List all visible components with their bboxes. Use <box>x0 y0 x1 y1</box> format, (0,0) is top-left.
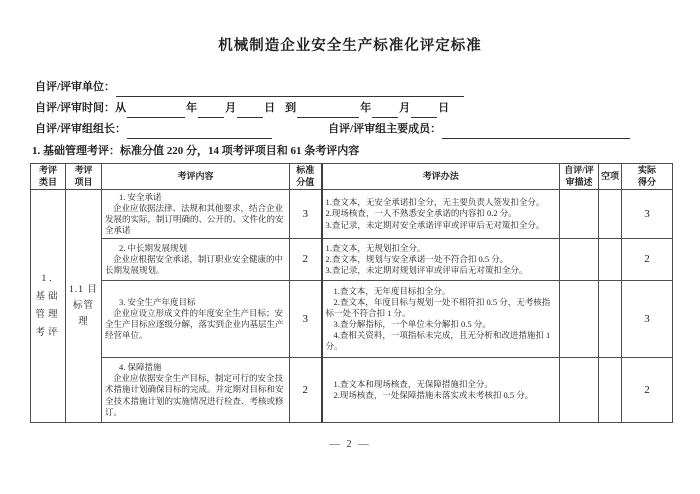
method-item: 1.查文本和现场核查，无保障措施扣全分。 <box>333 378 493 389</box>
content-title: 2. 中长期发展规划 <box>119 242 188 253</box>
unit-label: 自评/评审单位： <box>35 81 116 93</box>
content-cell <box>102 239 290 281</box>
col-header-actual-score: 实际得分 <box>622 164 673 190</box>
standard-score-cell: 3 <box>290 281 322 358</box>
actual-score-cell: 2 <box>622 239 673 281</box>
col-header-method: 考评办法 <box>322 164 560 190</box>
blank-item-cell <box>599 281 622 358</box>
method-item: 1.查文本，无安全承诺扣全分，无主要负责人签发扣全分。 <box>325 197 545 208</box>
page-number: — 2 — <box>329 439 371 450</box>
to-month-blank <box>372 103 398 118</box>
content-body: 企业应根据安全承诺，制订职业安全健康的中长期发展规划。 <box>105 253 284 276</box>
from-day-blank <box>237 103 263 118</box>
members-blank-line <box>442 124 630 139</box>
to-label: 到 <box>285 102 297 114</box>
from-month-blank <box>198 103 224 118</box>
content-title: 3. 安全生产年度目标 <box>119 296 196 307</box>
table-header-row <box>31 164 673 190</box>
method-cell <box>322 281 560 358</box>
content-cell <box>102 358 290 423</box>
self-review-desc-cell <box>560 190 599 239</box>
col-header-project: 考评项目 <box>66 164 102 190</box>
method-item: 3.查分解指标，一个单位未分解扣 0.5 分。 <box>333 319 491 329</box>
table-row <box>31 358 673 423</box>
method-item: 2.现场核查，一处保障措施未落实或未考核扣 0.5 分。 <box>333 390 534 400</box>
content-body: 企业应依据法律、法规和其他要求，结合企业发展的实际，制订明确的、公开的、文件化的安全承诺 <box>105 202 284 236</box>
day-label: 日 <box>438 102 450 114</box>
evaluation-table <box>30 163 673 423</box>
method-item: 3.查记录，未定期对安全承诺评审或评审后无对策扣全分。 <box>325 219 545 230</box>
table-row <box>31 281 673 358</box>
col-header-category: 考评类目 <box>31 164 66 190</box>
col-header-content: 考评内容 <box>102 164 290 190</box>
from-year-blank <box>127 103 185 118</box>
actual-score-cell: 3 <box>622 190 673 239</box>
col-header-standard-score: 标准分值 <box>290 164 322 190</box>
leader-label: 自评/评审组组长： <box>35 123 127 135</box>
year-label: 年 <box>360 102 372 114</box>
standard-score-cell: 2 <box>290 358 322 423</box>
method-item: 1.查文本，无年度目标扣全分。 <box>333 285 451 296</box>
to-day-blank <box>411 103 437 118</box>
actual-score-cell: 2 <box>622 358 673 423</box>
method-item: 1.查文本，无规划扣全分。 <box>325 242 426 253</box>
table-row <box>31 190 673 239</box>
method-item: 2.查文本，年度目标与规划一处不相符扣 0.5 分，无考核指标一处不符合扣 1 分。 <box>325 296 551 318</box>
leader-blank-line <box>127 124 272 139</box>
method-item: 2.查文本，规划与安全承诺一处不符合扣 0.5 分。 <box>325 253 509 264</box>
actual-score-cell: 3 <box>622 281 673 358</box>
content-cell <box>102 281 290 358</box>
blank-item-cell <box>599 190 622 239</box>
category-cell: 1. 基础管理考评 <box>31 190 66 423</box>
members-label: 自评/评审组主要成员： <box>328 123 442 135</box>
blank-item-cell <box>599 239 622 281</box>
method-item: 4.查相关资料，一项指标未完成，且无分析和改进措施扣 1 分。 <box>325 330 551 352</box>
month-label: 月 <box>399 102 411 114</box>
content-body: 企业应设立形成文件的年度安全生产目标；安全生产目标应逐级分解，落实到企业内基层生产经营单位。 <box>105 307 284 341</box>
self-review-desc-cell <box>560 281 599 358</box>
year-label: 年 <box>186 102 198 114</box>
month-label: 月 <box>225 102 237 114</box>
content-title: 1. 安全承诺 <box>119 191 162 202</box>
day-label: 日 <box>264 102 276 114</box>
members-group <box>328 120 631 139</box>
self-review-desc-cell <box>560 239 599 281</box>
blank-item-cell <box>599 358 622 423</box>
standard-score-cell: 3 <box>290 190 322 239</box>
time-label: 自评/评审时间： <box>35 102 116 114</box>
method-cell <box>322 239 560 281</box>
content-body: 企业应依据安全生产目标，制定可行的安全技术措施计划确保目标的完成。并定期对目标和安全技术措施计划的实施情况进行检查、考核或修订。 <box>105 373 284 417</box>
method-cell <box>322 190 560 239</box>
project-cell: 1.1 目标管理 <box>66 190 102 423</box>
self-review-desc-cell <box>560 358 599 423</box>
method-cell <box>322 358 560 423</box>
table-row <box>31 239 673 281</box>
section-heading: 1. 基础管理考评：标准分值 220 分，14 项考评项目和 61 条考评内容 <box>32 145 360 157</box>
form-line-time <box>35 99 672 118</box>
to-year-blank <box>297 103 359 118</box>
from-label: 从 <box>115 102 127 114</box>
standard-score-cell: 2 <box>290 239 322 281</box>
form-line-unit <box>35 78 672 97</box>
content-cell <box>102 190 290 239</box>
form-line-leader <box>35 120 672 139</box>
method-item: 3.查记录，未定期对规划评审或评审后无对策扣全分。 <box>325 265 528 276</box>
unit-blank-line <box>116 82 464 97</box>
method-item: 2.现场核查，一人不熟悉安全承诺的内容扣 0.2 分。 <box>325 208 517 219</box>
form-header <box>35 78 672 139</box>
content-title: 4. 保障措施 <box>119 362 162 373</box>
col-header-self-review-desc: 自评/评审描述 <box>560 164 599 190</box>
col-header-blank-item: 空项 <box>599 164 622 190</box>
document-title: 机械制造企业安全生产标准化评定标准 <box>218 38 482 54</box>
